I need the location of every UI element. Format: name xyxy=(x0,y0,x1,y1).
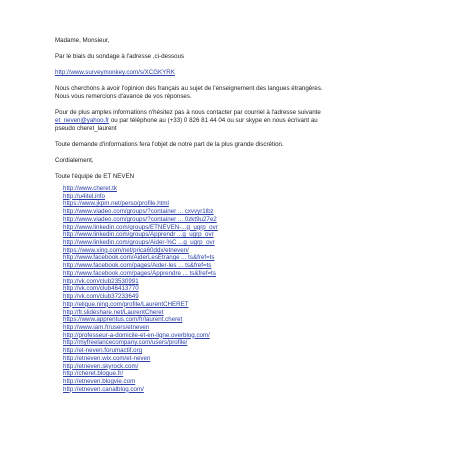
link-item[interactable]: http://eligue.ning.com/profile/LaurentCHERET xyxy=(63,300,189,308)
link-item[interactable]: http://www.facebook.com/pages/Apprendre ... ts&fref=ts xyxy=(63,269,216,277)
survey-link-line xyxy=(55,69,435,77)
link-item[interactable]: http://etneven.canalblog.com/ xyxy=(63,385,144,393)
link-item[interactable]: http://etneven.skyrock.com/ xyxy=(63,362,139,370)
link-item[interactable]: http://vk.com/club23530991 xyxy=(63,277,139,285)
contact-email-link[interactable]: et_neven@yahoo.fr xyxy=(55,117,110,124)
link-item[interactable]: http://www.facebook.com/AiderLesEtrange ... ts&fref=ts xyxy=(63,254,215,262)
link-item[interactable]: https://www.xing.com/net/prica60ddx/etneven/ xyxy=(63,246,189,254)
link-item[interactable]: http://etneven.blogvie.com xyxy=(63,377,136,385)
link-item[interactable]: http://www.iam.fr/users/etneven xyxy=(63,323,150,331)
salutation: Madame, Monsieur, xyxy=(55,37,110,44)
paragraph-2-line-1: Pour de plus amples informations n'hésitez pas à nous contacter par courriel à l'adresse suivante xyxy=(55,109,321,116)
link-item[interactable]: https://www.apprentus.com/fr/laurent.cheret xyxy=(63,316,183,324)
link-item[interactable]: http://et-neven.forumactif.org xyxy=(63,347,143,355)
link-item[interactable]: http://u4itel.info xyxy=(63,192,105,200)
link-item[interactable]: http://www.linkedin.com/groups/Apprendr ...g_ugrp_ovr xyxy=(63,231,214,239)
link-item[interactable]: http://myfreelancecompany.com/users/profile/ xyxy=(63,339,188,347)
link-item[interactable]: http://www.viadeo.com/groups/?container ... cxvvyr1lbz xyxy=(63,208,214,216)
link-item[interactable]: http://www.cheret.tk xyxy=(63,185,117,192)
links-list xyxy=(63,185,363,393)
link-item[interactable]: http://etneven.wix.com/et-neven xyxy=(63,354,151,362)
paragraph-3: Toute demande d'informations fera l'objet de notre part de la plus grande discrétion. xyxy=(55,141,284,148)
paragraph-1-line-1: Nous cherchons à avoir l'opinion des français au sujet de l'enseignement des langues étrangères. xyxy=(55,85,323,92)
paragraph-1-line-2: Nous vous remercions d'avance de vos réponses. xyxy=(55,93,192,100)
link-item[interactable]: http://www.viadeo.com/groups/?container ... 0zkt9u27e2 xyxy=(63,215,217,223)
link-item[interactable]: http://cheret.blogue.fr/ xyxy=(63,370,124,378)
link-item[interactable]: http://www.linkedin.com/groups/ETNEVEN-...g_ugrp_ovr xyxy=(63,223,218,231)
link-item[interactable]: http://fr.slideshare.net/LaurentCheret xyxy=(63,308,164,316)
link-item[interactable]: http://professeur-a-domicile-et-en-ligne.overblog.com/ xyxy=(63,331,210,339)
link-item[interactable]: https://www.jkpm.net/perso/profile.html xyxy=(63,200,169,208)
link-item[interactable]: http://www.facebook.com/pages/Aider-les ... ts&fref=ts xyxy=(63,262,212,270)
paragraph-2-line-2-text: ou par téléphone au (+33) 0 826 81 44 04 ou sur skype en nous écrivant au xyxy=(109,117,318,124)
intro-text: Par le biais du sondage à l'adresse ,ci-dessous xyxy=(55,53,185,60)
link-item[interactable]: http://vk.com/club46413770 xyxy=(63,285,139,293)
paragraph-2-line-3: pseudo cheret_laurent xyxy=(55,125,117,132)
closing: Cordialement, xyxy=(55,157,94,164)
signature: Toute l'équipe de ET NEVEN xyxy=(55,173,135,180)
link-item[interactable]: http://www.linkedin.com/groups/Aider-%C ...g_ugrp_ovr xyxy=(63,239,215,247)
survey-link[interactable]: http://www.surveymonkey.com/s/XCGKYRK xyxy=(55,69,175,76)
link-item[interactable]: http://vk.com/club37233649 xyxy=(63,293,139,301)
